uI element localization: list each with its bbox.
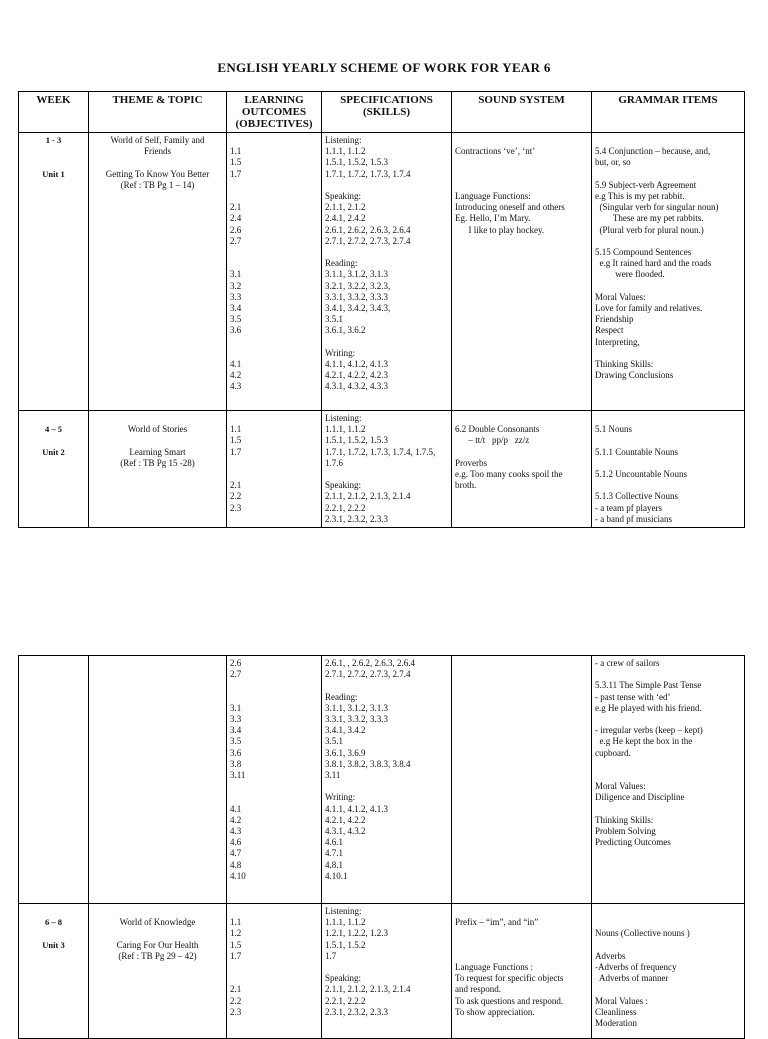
header-week: WEEK [19,92,89,133]
grammar-items-cell: Nouns (Collective nouns ) Adverbs -Adverbs of frequency Adverbs of manner Moral Values : Cleanliness Moderation [592,904,745,1039]
grammar-items-cell: 5.4 Conjunction – because, and, but, or, so 5.9 Subject-verb Agreement e.g This is my pet rabbit. (Singular verb for singular noun) These are my pet rabbits. (Plural verb for plural noun.) 5.15 Compound Sentences e.g It rained hard and the roads were flooded. Moral Values: Love for family and relatives. Friendship Respect Interpreting, Thinking Skills: Drawing Conclusions [592,133,745,411]
table-row [19,411,745,528]
outcomes-cell: 1.1 1.5 1.7 2.1 2.4 2.6 2.7 3.1 3.2 3.3 3.4 3.5 3.6 4.1 4.2 4.3 [227,133,322,411]
specifications-cell: Listening: 1.1.1, 1.1.2 1.5.1, 1.5.2, 1.5.3 1.7.1, 1.7.2, 1.7.3, 1.7.4 Speaking: 2.1.1, 2.1.2 2.4.1, 2.4.2 2.6.1, 2.6.2, 2.6.3, 2.6.4 2.7.1, 2.7.2, 2.7.3, 2.7.4 Reading: 3.1.1, 3.1.2, 3.1.3 3.2.1, 3.2.2, 3.2.3, 3.3.1, 3.3.2, 3.3.3 3.4.1, 3.4.2, 3.4.3, 3.5.1 3.6.1, 3.6.2 Writing: 4.1.1, 4.1.2, 4.1.3 4.2.1, 4.2.2, 4.2.3 4.3.1, 4.3.2, 4.3.3 [322,133,452,411]
week-cell: 6 – 8 Unit 3 [19,904,89,1039]
week-cell: 1 - 3 Unit 1 [19,133,89,411]
table-row [19,904,745,1039]
sound-system-cell: 6.2 Double Consonants – tt/t pp/p zz/z Proverbs e.g. Too many cooks spoil the broth. [452,411,592,528]
grammar-items-cell: 5.1 Nouns 5.1.1 Countable Nouns 5.1.2 Uncountable Nouns 5.1.3 Collective Nouns - a team pf players - a band pf musicians [592,411,745,528]
specifications-cell: Listening: 1.1.1, 1.1.2 1.5.1, 1.5.2, 1.5.3 1.7.1, 1.7.2, 1.7.3, 1.7.4, 1.7.5, 1.7.6 Speaking: 2.1.1, 2.1.2, 2.1.3, 2.1.4 2.2.1, 2.2.2 2.3.1, 2.3.2, 2.3.3 [322,411,452,528]
table-row [19,656,745,904]
theme-cell [89,656,227,904]
outcomes-cell: 2.6 2.7 3.1 3.3 3.4 3.5 3.6 3.8 3.11 4.1 4.2 4.3 4.6 4.7 4.8 4.10 [227,656,322,904]
theme-cell: World of Stories Learning Smart (Ref : TB Pg 15 -28) [89,411,227,528]
document-title: ENGLISH YEARLY SCHEME OF WORK FOR YEAR 6 [217,60,551,75]
header-specifications: SPECIFICATIONS (SKILLS) [322,92,452,133]
sound-system-cell: Prefix – “im”, and “in” Language Functions : To request for specific objects and respond. To ask questions and respond. To show appreciation. [452,904,592,1039]
specifications-cell: 2.6.1, , 2.6.2, 2.6.3, 2.6.4 2.7.1, 2.7.2, 2.7.3, 2.7.4 Reading: 3.1.1, 3.1.2, 3.1.3 3.3.1, 3.3.2, 3.3.3 3.4.1, 3.4.2 3.5.1 3.6.1, 3.6.9 3.8.1, 3.8.2, 3.8.3, 3.8.4 3.11 Writing: 4.1.1, 4.1.2, 4.1.3 4.2.1, 4.2.2 4.3.1, 4.3.2 4.6.1 4.7.1 4.8.1 4.10.1 [322,656,452,904]
table-header-row [19,92,745,133]
sound-system-cell [452,656,592,904]
theme-cell: World of Self, Family and Friends Getting To Know You Better (Ref : TB Pg 1 – 14) [89,133,227,411]
outcomes-cell: 1.1 1.5 1.7 2.1 2.2 2.3 [227,411,322,528]
header-theme-topic: THEME & TOPIC [89,92,227,133]
header-learning-outcomes: LEARNING OUTCOMES (OBJECTIVES) [227,92,322,133]
scheme-table-top [18,91,745,528]
table-row [19,133,745,411]
header-sound-system: SOUND SYSTEM [452,92,592,133]
header-grammar-items: GRAMMAR ITEMS [592,92,745,133]
specifications-cell: Listening: 1.1.1, 1.1.2 1.2.1, 1.2.2, 1.2.3 1.5.1, 1.5.2 1.7 Speaking: 2.1.1, 2.1.2, 2.1.3, 2.1.4 2.2.1, 2.2.2 2.3.1, 2.3.2, 2.3.3 [322,904,452,1039]
scheme-table-continued [18,655,745,1039]
week-cell [19,656,89,904]
grammar-items-cell: - a crew of sailors 5.3.11 The Simple Past Tense - past tense with ‘ed’ e.g He played with his friend. - irregular verbs (keep – kept) e.g He kept the box in the cupboard. Moral Values: Diligence and Discipline Thinking Skills: Problem Solving Predicting Outcomes [592,656,745,904]
outcomes-cell: 1.1 1.2 1.5 1.7 2.1 2.2 2.3 [227,904,322,1039]
sound-system-cell: Contractions ‘ve’, ‘nt’ Language Functions: Introducing oneself and others Eg. Hello, I’m Mary. I like to play hockey. [452,133,592,411]
theme-cell: World of Knowledge Caring For Our Health (Ref : TB Pg 29 – 42) [89,904,227,1039]
week-cell: 4 – 5 Unit 2 [19,411,89,528]
